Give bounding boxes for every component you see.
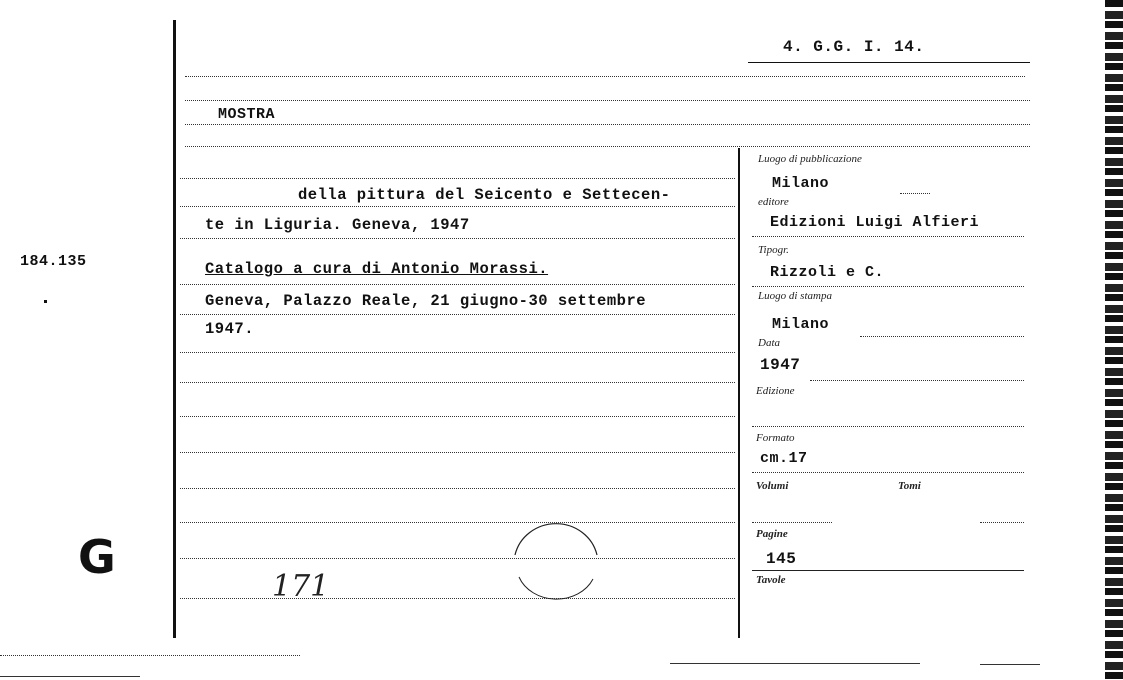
rule-line bbox=[180, 598, 735, 599]
rule-line bbox=[752, 426, 1024, 427]
heading: MOSTRA bbox=[218, 106, 276, 123]
rule-line bbox=[185, 146, 1030, 147]
title-line-2: te in Liguria. Geneva, 1947 bbox=[205, 216, 470, 234]
title-line-1: della pittura del Seicento e Settecen- bbox=[298, 186, 671, 204]
rule-line bbox=[860, 336, 1024, 337]
rule-line bbox=[180, 352, 735, 353]
label-tomi: Tomi bbox=[898, 480, 921, 492]
scan-mark bbox=[0, 655, 300, 656]
rule-line bbox=[180, 488, 735, 489]
label-data: Data bbox=[758, 337, 780, 349]
rule-line bbox=[752, 286, 1024, 287]
shelfmark: 4. G.G. I. 14. bbox=[783, 38, 925, 56]
label-tipografo: Tipogr. bbox=[758, 244, 789, 256]
rule-line bbox=[752, 236, 1024, 237]
label-pagine: Pagine bbox=[756, 528, 788, 540]
note-line-1: Catalogo a cura di Antonio Morassi. bbox=[205, 260, 549, 278]
value-editore: Edizioni Luigi Alfieri bbox=[770, 214, 980, 231]
scan-mark bbox=[980, 664, 1040, 665]
rule-line bbox=[180, 206, 735, 207]
value-luogo-stampa: Milano bbox=[772, 316, 830, 333]
rule-line bbox=[180, 238, 735, 239]
value-formato: cm.17 bbox=[760, 450, 808, 467]
rule-line bbox=[180, 382, 735, 383]
punch-hole bbox=[505, 515, 605, 605]
rule-line bbox=[185, 76, 1025, 77]
card-left-rule bbox=[173, 20, 176, 638]
rule-line bbox=[180, 284, 735, 285]
shelfmark-underline bbox=[748, 62, 1030, 63]
rule-line bbox=[900, 193, 930, 194]
inventory-number: 184.135 bbox=[20, 253, 87, 270]
label-tavole: Tavole bbox=[756, 574, 786, 586]
scan-mark bbox=[0, 676, 140, 677]
label-edizione: Edizione bbox=[756, 385, 795, 397]
rule-line bbox=[180, 558, 735, 559]
label-editore: editore bbox=[758, 196, 789, 208]
rule-line bbox=[180, 452, 735, 453]
label-luogo-pubblicazione: Luogo di pubblicazione bbox=[758, 153, 862, 165]
rule-line bbox=[185, 100, 1030, 101]
label-volumi: Volumi bbox=[756, 480, 789, 492]
note-line-3: 1947. bbox=[205, 320, 255, 338]
value-data: 1947 bbox=[760, 356, 801, 374]
field-column-rule bbox=[738, 148, 740, 638]
handwritten-number bbox=[270, 566, 350, 606]
value-pagine: 145 bbox=[766, 550, 797, 568]
rule-line bbox=[180, 178, 735, 179]
rule-line bbox=[752, 522, 832, 523]
rule-line bbox=[185, 124, 1030, 125]
scan-edge bbox=[1099, 0, 1123, 680]
label-luogo-stampa: Luogo di stampa bbox=[758, 290, 832, 302]
rule-line bbox=[180, 416, 735, 417]
svg-text:171: 171 bbox=[272, 569, 330, 604]
rule-line bbox=[810, 380, 1024, 381]
value-luogo-pubblicazione: Milano bbox=[772, 175, 830, 192]
rule-line bbox=[180, 314, 735, 315]
rule-line bbox=[180, 522, 735, 523]
speck bbox=[44, 300, 47, 303]
scan-mark bbox=[670, 663, 920, 664]
rule-line bbox=[752, 472, 1024, 473]
note-line-2: Geneva, Palazzo Reale, 21 giugno-30 settembre bbox=[205, 292, 647, 310]
label-formato: Formato bbox=[756, 432, 795, 444]
rule-line bbox=[752, 570, 1024, 571]
rule-line bbox=[980, 522, 1024, 523]
value-tipografo: Rizzoli e C. bbox=[770, 264, 885, 281]
letter-mark: G bbox=[78, 530, 116, 584]
